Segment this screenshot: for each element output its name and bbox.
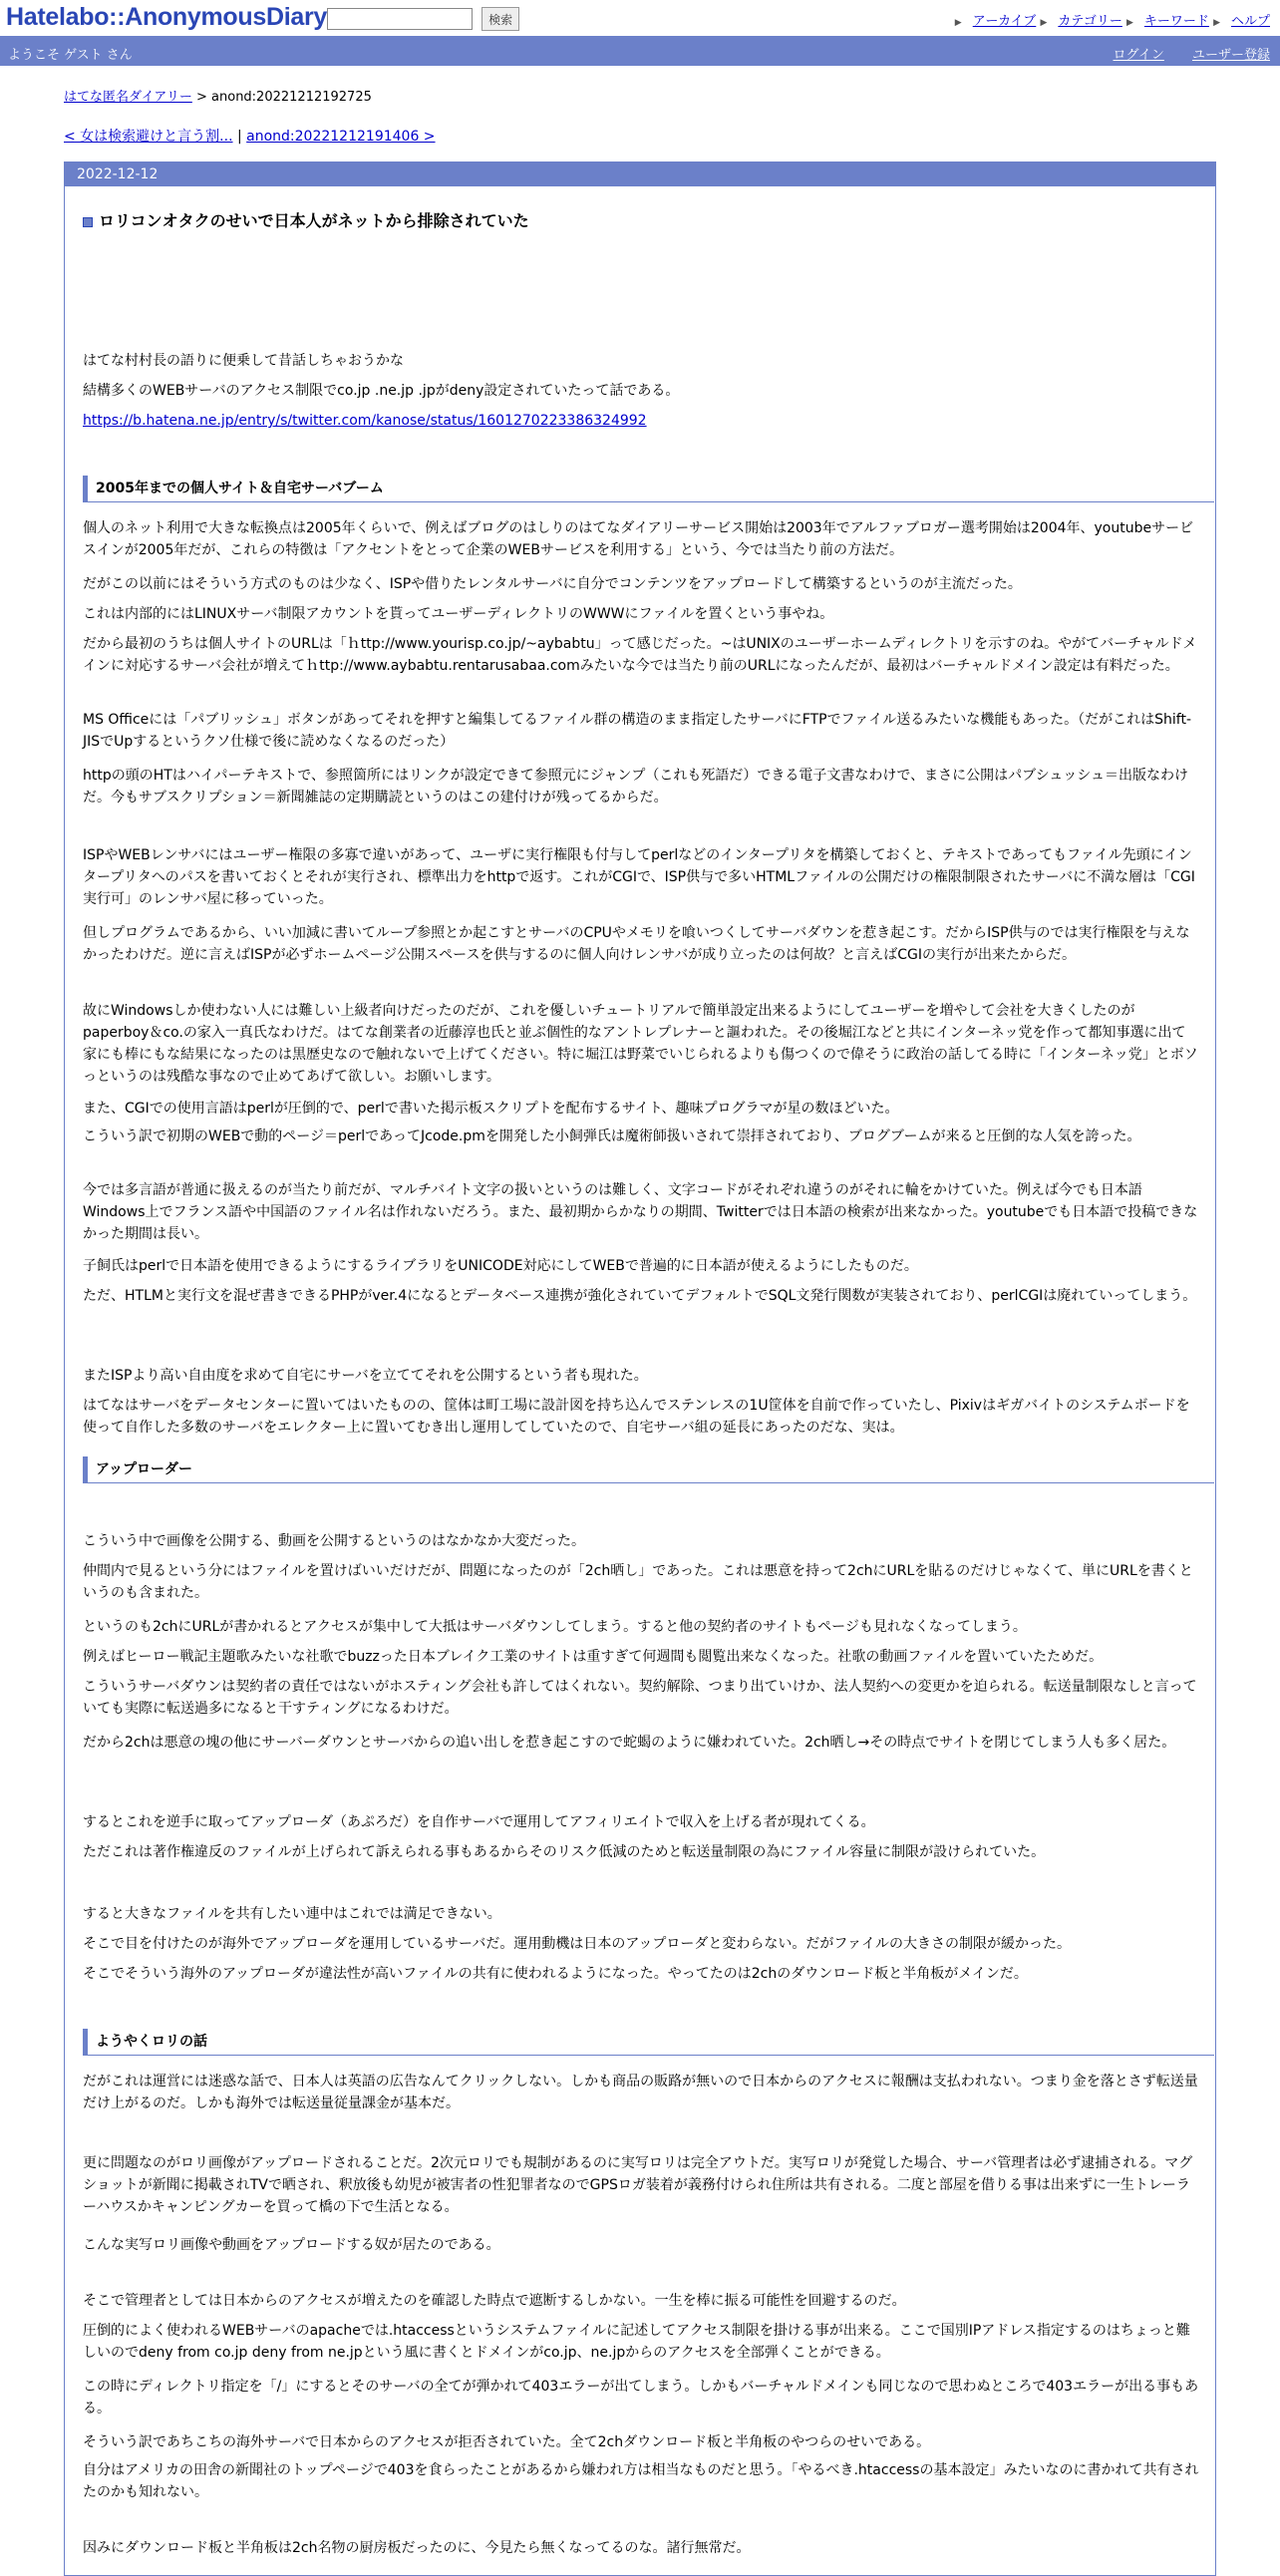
paragraph: ただ、HTLMと実行文を混ぜ書きできるPHPがver.4になるとデータベース連携が強化されていてデフォルトでSQL文発行関数が実装されており、perlCGIは廃れていってしまう。 <box>83 1288 1197 1304</box>
login-link[interactable]: ログイン <box>1113 48 1164 63</box>
paragraph: だがこの以前にはそういう方式のものは少なく、ISPや借りたレンタルサーバに自分でコンテンツをアップロードして構築するというのが主流だった。 <box>83 576 1022 592</box>
paragraph: またISPより高い自由度を求めて自宅にサーバを立ててそれを公開するという者も現れた。 <box>83 1368 648 1384</box>
paragraph: これは内部的にはLINUXサーバ制限アカウントを貰ってユーザーディレクトリのWWWにファイルを置くという事やね。 <box>83 606 834 622</box>
paragraph: こういう中で画像を公開する、動画を公開するというのはなかなか大変だった。 <box>83 1533 585 1549</box>
section-heading: ようやくロリの話 <box>83 2029 1214 2056</box>
paragraph: また、CGIでの使用言語はperlが圧倒的で、perlで書いた掲示板スクリプトを配布するサイト、趣味プログラマが星の数ほどいた。 <box>83 1101 899 1117</box>
next-entry-link[interactable]: anond:20221212191406 > <box>246 129 436 145</box>
paragraph: すると大きなファイルを共有したい連中はこれでは満足できない。 <box>83 1906 501 1922</box>
welcome-text: ようこそ ゲスト さん <box>8 48 133 63</box>
breadcrumb-home-link[interactable]: はてな匿名ダイアリー <box>64 90 192 105</box>
paragraph: だから2chは悪意の塊の他にサーバーダウンとサーバからの追い出しを惹き起こすので蛇蝎のように嫌われていた。2ch晒し→その時点でサイトを閉じてしまう人も多く居た。 <box>83 1735 1176 1751</box>
nav-archive[interactable]: アーカイブ <box>972 14 1037 29</box>
breadcrumb <box>64 86 372 105</box>
search-form <box>327 7 519 31</box>
bullet-icon: ▶ <box>1040 18 1048 28</box>
entry-date: 2022-12-12 <box>65 162 1215 186</box>
paragraph: 結構多くのWEBサーバのアクセス制限でco.jp .ne.jp .jpがdeny設定されていたって話である。 <box>83 383 680 399</box>
paragraph: 自分はアメリカの田舎の新聞社のトップページで403を食らったことがあるから嫌われ方は相当なものだと思う。「やるべき.htaccessの基本設定」みたいなのに書かれて共有されたのかも知れない。 <box>83 2462 1199 2500</box>
paragraph: そういう訳であちこちの海外サーバで日本からのアクセスが拒否されていた。全て2chダウンロード板と半角板のやつらのせいである。 <box>83 2434 931 2450</box>
paragraph: 但しプログラムであるから、いい加減に書いてループ参照とか起こすとサーバのCPUやメモリを喰いつくしてサーバダウンを惹き起こす。だからISP供与のでは実行権限を与えなかったわけだ。逆に言えばISPが必ずホームページ公開スペースを供与するのに個人向けレンサバが成り立ったのは何故？と言えばCGIの実行が出来たからだ。 <box>83 925 1190 963</box>
search-input[interactable] <box>327 8 473 30</box>
bullet-icon: ▶ <box>1213 18 1220 28</box>
paragraph: そこでそういう海外のアップローダが違法性が高いファイルの共有に使われるようになった。やってたのは2chのダウンロード板と半角板がメインだ。 <box>83 1966 1028 1982</box>
paragraph: ISPやWEBレンサバにはユーザー権限の多寡で違いがあって、ユーザに実行権限も付与してperlなどのインタープリタを構築しておくと、テキストであってもファイル先頭にインタープリタへのパスを書いておくとそれが実行され、標準出力をhttpで返す。これがCGIで、ISP供与で多いHTMLファイルの公開だけの権限制限されたサーバに不満な層は「CGI実行可」のレンサバ屋に移っていった。 <box>83 847 1195 907</box>
paragraph: はてな村村長の語りに便乗して昔話しちゃおうかな <box>83 353 404 369</box>
paragraph: こういう訳で初期のWEBで動的ページ＝perlであってJcode.pmを開発した小飼弾氏は魔術師扱いされて崇拝されており、ブログブームが来ると圧倒的な人気を誇った。 <box>83 1128 1141 1144</box>
bullet-icon: ▶ <box>1125 18 1133 28</box>
paragraph: というのも2chにURLが書かれるとアクセスが集中して大抵はサーバダウンしてしまう。すると他の契約者のサイトもページも見れなくなってしまう。 <box>83 1619 1027 1635</box>
paragraph: httpの頭のHTはハイパーテキストで、参照箇所にはリンクが設定できて参照元にジャンプ（これも死語だ）できる電子文書なわけで、まさに公開はパブシュッシュ＝出版なわけだ。今もサブスクリプション＝新聞雑誌の定期購読というのはこの建付けが残ってるからだ。 <box>83 768 1189 805</box>
paragraph: そこで管理者としては日本からのアクセスが増えたのを確認した時点で遮断するしかない。一生を棒に振る可能性を回避するのだ。 <box>83 2293 906 2309</box>
register-link[interactable]: ユーザー登録 <box>1191 48 1270 63</box>
entry-box <box>64 161 1216 2576</box>
pager-separator: | <box>236 129 242 145</box>
section-heading: アップローダー <box>83 1456 1214 1483</box>
paragraph: この時にディレクトリ指定を「/」にするとそのサーバの全てが弾かれて403エラーが出てしまう。しかもバーチャルドメインも同じなので思わぬところで403エラーが出る事もある。 <box>83 2379 1199 2416</box>
paragraph: 今では多言語が普通に扱えるのが当たり前だが、マルチバイト文字の扱いというのは難しく、文字コードがそれぞれ違うのがそれに輪をかけていた。例えば今でも日本語Windows上でフランス語や中国語のファイル名は作れないだろう。また、最初期からかなりの期間、Twitterでは日本語の検索が出来なかった。youtubeでも日本語で投稿できなかった期間は長い。 <box>83 1182 1198 1242</box>
breadcrumb-separator: > <box>195 90 207 105</box>
welcome-bar <box>0 38 1280 66</box>
square-icon[interactable] <box>83 217 93 227</box>
paragraph: ただこれは著作権違反のファイルが上げられて訴えられる事もあるからそのリスク低減のためと転送量制限の為にファイル容量に制限が設けられていた。 <box>83 1844 1046 1860</box>
paragraph: するとこれを逆手に取ってアップローダ（あぷろだ）を自作サーバで運用してアフィリエイトで収入を上げる者が現れてくる。 <box>83 1814 875 1830</box>
paragraph: 圧倒的によく使われるWEBサーバのapacheでは.htaccessというシステムファイルに記述してアクセス制限を掛ける事が出来る。ここで国別IPアドレス指定するのはちょっと難しいのでdeny from co.jp deny from ne.jpという風に書くとドメインがco.jp、ne.jpからのアクセスを全部弾くことができる。 <box>83 2323 1190 2361</box>
paragraph: 個人のネット利用で大きな転換点は2005年くらいで、例えばブログのはしりのはてなダイアリーサービス開始は2003年でアルファブロガー選考開始は2004年、youtubeサービスインが2005年だが、これらの特徴は「アクセントをとって企業のWEBサービスを利用する」という、今では当たり前の方法だ。 <box>83 520 1194 558</box>
paragraph: 例えばヒーロー戦記主題歌みたいな社歌でbuzzった日本ブレイク工業のサイトは重すぎて何週間も閲覧出来なくなった。社歌の動画ファイルを置いていたためだ。 <box>83 1649 1104 1665</box>
paragraph: こういうサーバダウンは契約者の責任ではないがホスティング会社も許してはくれない。契約解除、つまり出ていけか、法人契約への変更かを迫られる。転送量制限なしと言っていても実際に転送過多になると干すティングになるわけだ。 <box>83 1679 1197 1717</box>
section-heading: 2005年までの個人サイト＆自宅サーバブーム <box>83 476 1214 502</box>
nav-category[interactable]: カテゴリー <box>1058 14 1122 29</box>
top-nav <box>955 10 1270 29</box>
paragraph: だから最初のうちは個人サイトのURLは「ｈttp://www.yourisp.co.jp/~aybabtu」って感じだった。~はUNIXのユーザーホームディレクトリを示すのね。やがてバーチャルドメインに対応するサーバ会社が増えてｈttp://www.aybabtu.rentarusabaa.comみたいな今では当たり前のURLになったんだが、最初はバーチャルドメイン設定は有料だった。 <box>83 636 1197 674</box>
pager <box>64 126 436 146</box>
site-logo[interactable]: Hatelabo::AnonymousDiary <box>6 3 328 31</box>
nav-keyword[interactable]: キーワード <box>1143 14 1209 29</box>
bookmark-link[interactable]: https://b.hatena.ne.jp/entry/s/twitter.com/kanose/status/1601270223386324992 <box>83 413 647 429</box>
entry-title-text: ロリコンオタクのせいで日本人がネットから排除されていた <box>99 211 529 230</box>
paragraph: こんな実写ロリ画像や動画をアップロードする奴が居たのである。 <box>83 2237 500 2253</box>
entry-title <box>83 208 529 231</box>
paragraph: はてなはサーバをデータセンターに置いてはいたものの、筐体は町工場に設計図を持ち込んでステンレスの1U筐体を自前で作っていたし、Pixivはギガバイトのシステムボードを使って自作した多数のサーバをエレクター上に置いてむき出し運用してしていたので、自宅サーバ組の延長にあったのだな、実は。 <box>83 1398 1190 1436</box>
paragraph: そこで目を付けたのが海外でアップローダを運用しているサーバだ。運用動機は日本のアップローダと変わらない。だがファイルの大きさの制限が緩かった。 <box>83 1936 1072 1952</box>
paragraph: だがこれは運営には迷惑な話で、日本人は英語の広告なんてクリックしない。しかも商品の販路が無いので日本からのアクセスに報酬は支払われない。つまり金を落とさず転送量だけ上がるのだ。しかも海外では転送量従量課金が基本だ。 <box>83 2074 1198 2111</box>
site-header <box>0 0 1280 38</box>
paragraph: 子飼氏はperlで日本語を使用できるようにするライブラリをUNICODE対応にしてWEBで普遍的に日本語が使えるようにしたものだ。 <box>83 1258 918 1274</box>
breadcrumb-current: anond:20221212192725 <box>211 90 372 105</box>
paragraph: 因みにダウンロード板と半角板は2ch名物の厨房板だったのに、今見たら無くなってるのな。諸行無常だ。 <box>83 2540 751 2556</box>
search-button[interactable]: 検索 <box>481 7 519 31</box>
bullet-icon: ▶ <box>954 18 962 28</box>
paragraph: MS Officeには「パブリッシュ」ボタンがあってそれを押すと編集してるファイル群の構造のまま指定したサーバにFTPでファイル送るみたいな機能もあった。（だがこれはShift-JISでUpするというクソ仕様で後に読めなくなるのだった） <box>83 712 1192 750</box>
paragraph: 故にWindowsしか使わない人には難しい上級者向けだったのだが、これを優しいチュートリアルで簡単設定出来るようにしてユーザーを増やして会社を大きくしたのがpaperboy＆co.の家入一真氏なわけだ。はてな創業者の近藤淳也氏と並ぶ個性的なアントレプレナーと謳われた。その後堀江などと共にインターネッ党を作って都知事選に出て家にも棒にもな結果になったのは黒歴史なので触れないで上げてください。特に堀江は野菜でいじられるよりも傷つくので偉そうに政治の話してる時に「インターネッ党」とボソっというのは残酷な事なので止めてあげて欲しい。お願いします。 <box>83 1003 1198 1085</box>
paragraph: 更に問題なのがロリ画像がアップロードされることだ。2次元ロリでも規制があるのに実写ロリは完全アウトだ。実写ロリが発覚した場合、サーバ管理者は必ず逮捕される。マグショットが新聞に掲載されTVで晒され、釈放後も幼児が被害者の性犯罪者なのでGPSロガ装着が義務付けられ住所は共有される。二度と部屋を借りる事は出来ずに一生トレーラーハウスかキャンピングカーを買って橋の下で生活となる。 <box>83 2155 1193 2215</box>
nav-help[interactable]: ヘルプ <box>1230 14 1270 29</box>
paragraph: 仲間内で見るという分にはファイルを置けばいいだけだが、問題になったのが「2ch晒し」であった。これは悪意を持って2chにURLを貼るのだけじゃなくて、単にURLを書くというのも含まれた。 <box>83 1563 1193 1601</box>
prev-entry-link[interactable]: < 女は検索避けと言う割... <box>64 129 233 145</box>
